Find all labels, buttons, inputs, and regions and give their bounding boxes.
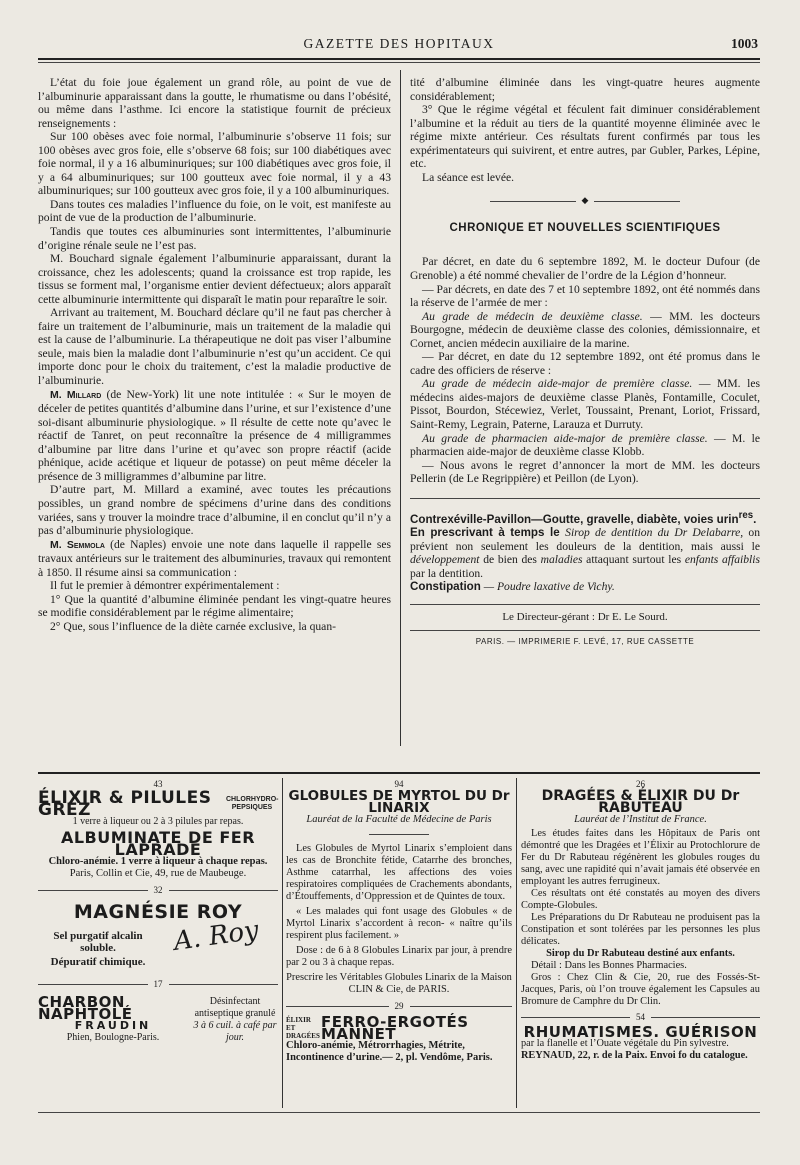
ad-title: GLOBULES DE MYRTOL DU Dr LINARIX: [288, 788, 510, 816]
ad-column-2: 94 GLOBULES DE MYRTOL DU Dr LINARIX Lauréat de la Faculté de Médecine de Paris Les Globules de Myrtol Linarix s’emploient dans les cas de Bronchite fétide, Catarrhe des bronches, Asthme catarrhal, les affections des voies respiratoires compliquées de Crachements abondants, d’Étouffements, d’Oppression et de Quintes de toux. « Les malades qui font usage des Globules « de Myrtol Linarix s’accordent à recon- « naître qu’ils respirent plus facilement. » Dose : de 6 à 8 Globules Linarix par jour, à prendre par 2 ou 3 à chaque repas. Prescrire les Véritables Globules Linarix de la Maison CLIN & Cie, de PARIS. 29 ÉLIXIR ET DRAGÉES FERRO-ERGOTÉS MANNET Chloro-anémie, Métrorrhagies, Métrite, Incontinence d’urine.— 2, pl. Vendôme, Paris.: [286, 779, 512, 1063]
paragraph: M. Semmola (de Naples) envoie une note dans laquelle il rappelle ses travaux antérieurs sur le traitement des albuminuries, travaux qui remontent à 1850. Il résume ainsi sa communication :: [38, 537, 391, 579]
paragraph: Arrivant au traitement, M. Bouchard déclare qu’il ne faut pas chercher à faire un traitement de l’albuminurie, mais un traitement de la maladie qui est la cause de l’albuminurie. La thérapeutique ne doit pas viser l’albumine seule, mais bien la maladie dont l’albuminurie n’est qu’un accident. Ce qui importe donc pour le choix du traitement, c’est la maladie productive de l’albuminurie.: [38, 306, 391, 388]
paragraph: M. Bouchard signale également l’albuminurie apparaissant, durant la croissance, chez les adolescents; quand la croissance est trop rapide, les tissus se forment mal, l’organisme entier devient défectueux; alors apparaît cette albuminurie intermittente qui disparaît le matin pour reparaître le soir.: [38, 252, 391, 306]
column-divider: [400, 70, 401, 746]
paragraph: D’autre part, M. Millard a examiné, avec toutes les précautions possibles, un grand nombre de spécimens d’urine dans des conditions variées, sans y trouver la moindre trace d’albumine, il en conclut qu’il n’y a pas d’albuminurie physiologique.: [38, 483, 391, 538]
ad-divider: [516, 778, 517, 1108]
ad-title: CHARBON NAPHTOLÉ: [38, 993, 133, 1023]
paragraph: 3° Que le régime végétal et féculent fait diminuer considérablement l’albumine et la réduit au tiers de la quantité moyenne éliminée avec le régime mixte antérieur. Ces résultats furent confirmés par tous les expérimentateurs qui suivirent, et entre autres, par Gubler, Parkes, Lépine, etc.: [410, 103, 760, 171]
journal-title: GAZETTE DES HOPITAUX: [303, 36, 495, 51]
news-item: Au grade de médecin de deuxième classe. — MM. les docteurs Bourgogne, médecin de deuxième classe des colonies, démissionnaire, et Cornet, ancien médecin auxiliaire de la marine.: [410, 309, 760, 350]
ad-title: DRAGÉES & ÉLIXIR DU Dr RABUTEAU: [541, 788, 740, 816]
advert-line: En prescrivant à temps le Sirop de dentition du Dr Delabarre, on prévient non seulement les douleurs de la dentition, mais aussi le développement de bien des maladies attaquant surtout les enfants affaiblis par la dentition.: [410, 526, 761, 580]
news-item: — Par décret, en date du 12 septembre 1892, ont été promus dans le cadre des officiers de réserve :: [410, 350, 760, 377]
news-item: — Par décrets, en date des 7 et 10 septembre 1892, ont été nommés dans la réserve de l’armée de mer :: [410, 282, 760, 310]
paragraph: Dans toutes ces maladies l’influence du foie, on le voit, est manifeste au point de vue de la production de l’albuminurie.: [38, 197, 391, 225]
roy-signature: A. Roy: [171, 915, 261, 957]
director-signature: Le Directeur-gérant : Dr E. Le Sourd.: [502, 610, 668, 623]
paragraph: Sur 100 obèses avec foie normal, l’albuminurie s’observe 11 fois; sur 100 obèses avec gros foie, elle s’observe 68 fois; sur 100 diabétiques avec foie normal, il y a 16 albuminuriques; sur 100 diabétiques avec gros foie, il y a 64 albuminuriques; sur 100 goutteux avec foie normal, il y a 43 albuminuriques; sur 100 goutteux avec gros foie, il y a 100 albuminuriques.: [38, 130, 391, 198]
header-rule: [38, 58, 760, 60]
paragraph: Il fut le premier à démontrer expérimentalement :: [50, 579, 280, 593]
page-header: [38, 34, 760, 56]
ad-divider: [282, 778, 283, 1108]
paragraph: Tandis que toutes ces albuminuries sont intermittentes, l’albuminurie d’origine rénale seule ne l’est pas.: [38, 225, 391, 252]
paragraph: L’état du foie joue également un grand rôle, au point de vue de l’albuminurie apparaissant dans la goutte, le rhumatisme ou dans l’obésité, ou même dans l’asthme. Ici encore la statistique fournit de précieux renseignements :: [38, 76, 391, 130]
page-number: 1003: [731, 36, 758, 51]
section-heading: CHRONIQUE ET NOUVELLES SCIENTIFIQUES: [449, 221, 721, 234]
ad-column-3: 26 DRAGÉES & ÉLIXIR DU Dr RABUTEAU Lauréat de l’Institut de France. Les études faites dans les Hôpitaux de Paris ont démontré que les Dragées et l’Élixir au Protochlorure de Fer du Dr Rabuteau régénèrent les globules rouges du sang, avec une rapidité qui n’avait jamais été observée en employant les autres ferrugineux. Ces résultats ont été constatés au moyen des divers Compte-Globules. Les Préparations du Dr Rabuteau ne produisent pas la Constipation et sont tolérées par les personnes les plus délicates. Sirop du Dr Rabuteau destiné aux enfants. Détail : Dans les Bonnes Pharmacies. Gros : Chez Clin & Cie, 20, rue des Fossés-St-Jacques, Paris, où l’on trouve également les Capsules au Bromure de Camphre du Dr Clin. 54 RHUMATISMES. GUÉRISON par la flanelle et l’Ouate végétale du Pin sylvestre. REYNAUD, 22, r. de la Paix. Envoi fo du catalogue.: [521, 779, 760, 1061]
ad-title: FERRO-ERGOTÉS MANNET: [321, 1013, 469, 1043]
ads-top-rule: [38, 772, 760, 774]
printer-line: PARIS. — IMPRIMERIE F. LEVÉ, 17, RUE CASSETTE: [475, 637, 695, 647]
paragraph: 2° Que, sous l’influence de la diète carnée exclusive, la quan-: [50, 619, 336, 633]
advert-line: Constipation — Poudre laxative de Vichy.: [410, 580, 615, 594]
news-item: Par décret, en date du 6 septembre 1892, M. le docteur Dufour (de Grenoble) a été nommé chevalier de l’ordre de la Légion d’honneur.: [410, 255, 760, 283]
ads-bottom-rule: [38, 1112, 760, 1113]
speaker-name: M. Semmola: [50, 538, 105, 551]
advert-line: Contrexéville-Pavillon—Goutte, gravelle, diabète, voies urin$^{res}$.: [410, 509, 757, 526]
news-item: — Nous avons le regret d’annoncer la mort de MM. les docteurs Pellerin (de Le Regrippière) et Peillon (de Lyon).: [410, 458, 760, 486]
ornament-divider: ◆: [490, 194, 680, 208]
news-item: Au grade de pharmacien aide-major de première classe. — M. le pharmacien aide-major de deuxième classe Klobb.: [410, 431, 760, 459]
ad-title: ÉLIXIR & PILULES GREZ: [38, 788, 212, 820]
paragraph: M. Millard (de New-York) lit une note intitulée : « Sur le moyen de déceler de petites quantités d’albumine dans l’urine, et sur l’existence d’une soi-disant albuminurie physiologique. » Il résulte de cette note qu’avec le réactif de Tanret, on peut reconnaître la présence de 4 milligrammes d’albumine par litre dans l’urine et qu’avec son propre réactif (acide phénique, acide acétique et liqueur de potasse) on peut même déceler la présence de 3 milligrammes d’albumine par litre.: [38, 387, 391, 483]
left-column: [38, 76, 391, 633]
header-rule-thin: [38, 62, 760, 63]
speaker-name: M. Millard: [50, 388, 102, 401]
ad-title: RHUMATISMES. GUÉRISON: [523, 1023, 758, 1041]
right-column: [410, 76, 760, 649]
ad-title: ALBUMINATE DE FER LAPRADE: [60, 828, 256, 859]
paragraph: tité d’albumine éliminée dans les vingt-quatre heures augmente considérablement;: [410, 76, 760, 103]
paragraph: La séance est levée.: [422, 170, 515, 184]
paragraph: 1° Que la quantité d’albumine éliminée pendant les vingt-quatre heures se modifie considérablement par le régime alimentaire;: [38, 592, 391, 620]
news-item: Au grade de médecin aide-major de première classe. — MM. les médecins aides-majors de deuxième classe Planès, Fontamille, Coculet, Pissot, Bourdon, Stécewiez, Verlet, Toussaint, Prenant, Loriot, Frissard, Saint-Remy, Legrain, Paterne, Larauza et Durruty.: [410, 377, 760, 432]
ad-title: MAGNÉSIE ROY: [73, 901, 243, 923]
ad-column-1: 43 ÉLIXIR & PILULES GREZ CHLORHYDRO-PEPSIQUES 1 verre à liqueur ou 2 à 3 pilules par repas. ALBUMINATE DE FER LAPRADE Chloro-anémie. 1 verre à liqueur à chaque repas. Paris, Collin et Cie, 49, rue de Maubeuge. 32 MAGNÉSIE ROY Sel purgatif alcalin soluble. Dépuratif chimique. A. Roy 17 CHARBON NAPHTOLÉ FRAUDIN Phien, Boulogne-Paris. Désinfectant antiseptique granulé 3 à 6 cuil. à café par jour.: [38, 779, 279, 1043]
